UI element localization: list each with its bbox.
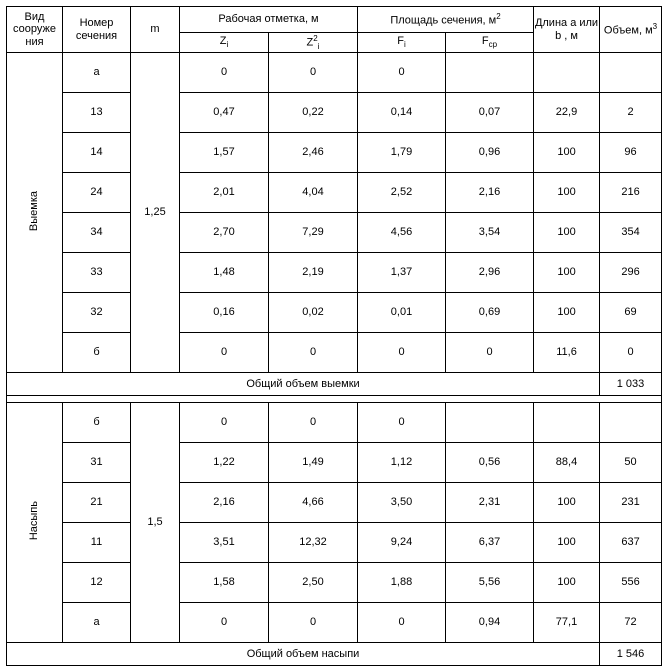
- cell-z2: 0: [269, 603, 358, 643]
- cell-fcp: 5,56: [446, 563, 534, 603]
- header-z-sub: i: [226, 40, 229, 50]
- cell-fcp: [446, 403, 534, 443]
- header-type: Вид сооруже ния: [7, 7, 63, 53]
- cell-length: 11,6: [534, 333, 600, 373]
- cell-length: [534, 53, 600, 93]
- cell-length: 100: [534, 483, 600, 523]
- total-label-embankment: Общий объем насыпи: [7, 643, 600, 666]
- cell-z: 0: [180, 53, 269, 93]
- table-row: [7, 53, 662, 93]
- cell-z2: 7,29: [269, 213, 358, 253]
- cell-volume: 296: [600, 253, 662, 293]
- cell-volume: 637: [600, 523, 662, 563]
- cell-length: 77,1: [534, 603, 600, 643]
- cell-f: 0,01: [358, 293, 446, 333]
- cell-f: 0,14: [358, 93, 446, 133]
- header-area: [358, 7, 534, 33]
- table-row: [7, 133, 662, 173]
- header-work-mark: Рабочая отметка, м: [180, 7, 358, 33]
- header-length: Длина а или b , м: [534, 7, 600, 53]
- cell-section: 11: [63, 523, 131, 563]
- cell-length: 100: [534, 253, 600, 293]
- header-area-sup: 2: [496, 11, 501, 21]
- cell-section: а: [63, 603, 131, 643]
- cell-section: 12: [63, 563, 131, 603]
- table-row: [7, 173, 662, 213]
- table-row: [7, 293, 662, 333]
- group-label-text: Насыпь: [28, 501, 41, 541]
- cell-length: 100: [534, 173, 600, 213]
- excavation-table: [6, 6, 662, 666]
- header-section-no: Номер сечения: [63, 7, 131, 53]
- table-row: [7, 253, 662, 293]
- cell-f: 0: [358, 603, 446, 643]
- total-label-excavation: Общий объем выемки: [7, 373, 600, 396]
- cell-section: 21: [63, 483, 131, 523]
- cell-fcp: 2,96: [446, 253, 534, 293]
- cell-z2: 2,46: [269, 133, 358, 173]
- header-z2-sup: 2: [313, 33, 318, 43]
- cell-z2: 1,49: [269, 443, 358, 483]
- cell-z2: 0,02: [269, 293, 358, 333]
- cell-z: 0: [180, 403, 269, 443]
- cell-volume: [600, 403, 662, 443]
- cell-fcp: 0,07: [446, 93, 534, 133]
- cell-z: 3,51: [180, 523, 269, 563]
- cell-section: 14: [63, 133, 131, 173]
- total-value-embankment: 1 546: [600, 643, 662, 666]
- header-volume-sup: 3: [652, 21, 658, 31]
- table-row: [7, 443, 662, 483]
- cell-section: 34: [63, 213, 131, 253]
- cell-length: 100: [534, 133, 600, 173]
- cell-f: 1,88: [358, 563, 446, 603]
- cell-volume: 69: [600, 293, 662, 333]
- cell-fcp: 0,96: [446, 133, 534, 173]
- cell-z2: 4,04: [269, 173, 358, 213]
- header-z: [180, 33, 269, 53]
- group-spacer-cell: [7, 396, 662, 403]
- cell-m-excavation: 1,25: [131, 53, 180, 373]
- cell-length: 100: [534, 563, 600, 603]
- table-row: [7, 93, 662, 133]
- header-z2-text: Z: [306, 36, 314, 49]
- table-row: [7, 523, 662, 563]
- header-f-sub: i: [403, 40, 406, 50]
- cell-z: 2,01: [180, 173, 269, 213]
- cell-z2: 0: [269, 333, 358, 373]
- table-row: [7, 213, 662, 253]
- cell-f: 2,52: [358, 173, 446, 213]
- cell-fcp: 2,16: [446, 173, 534, 213]
- table-row: [7, 403, 662, 443]
- cell-z2: 2,50: [269, 563, 358, 603]
- cell-f: 3,50: [358, 483, 446, 523]
- cell-length: 22,9: [534, 93, 600, 133]
- cell-fcp: 6,37: [446, 523, 534, 563]
- cell-z2: 2,19: [269, 253, 358, 293]
- group-spacer: [7, 396, 662, 403]
- cell-volume: 354: [600, 213, 662, 253]
- cell-length: 100: [534, 523, 600, 563]
- cell-volume: [600, 53, 662, 93]
- cell-f: 1,79: [358, 133, 446, 173]
- total-row-embankment: [7, 643, 662, 666]
- total-row-excavation: [7, 373, 662, 396]
- cell-fcp: 3,54: [446, 213, 534, 253]
- cell-m-embankment: 1,5: [131, 403, 180, 643]
- header-area-text: Площадь сечения, м: [390, 14, 497, 27]
- table-row: [7, 333, 662, 373]
- cell-volume: 0: [600, 333, 662, 373]
- group-label-excavation: [7, 53, 63, 373]
- cell-fcp: [446, 53, 534, 93]
- cell-z2: 12,32: [269, 523, 358, 563]
- cell-length: 100: [534, 293, 600, 333]
- cell-z: 2,16: [180, 483, 269, 523]
- cell-section: б: [63, 403, 131, 443]
- cell-fcp: 2,31: [446, 483, 534, 523]
- header-fcp-sub: ср: [488, 40, 498, 50]
- cell-volume: 556: [600, 563, 662, 603]
- cell-z: 1,58: [180, 563, 269, 603]
- cell-f: 1,12: [358, 443, 446, 483]
- table-row: [7, 483, 662, 523]
- cell-f: 0: [358, 403, 446, 443]
- cell-length: [534, 403, 600, 443]
- cell-section: а: [63, 53, 131, 93]
- cell-z2: 0,22: [269, 93, 358, 133]
- cell-length: 100: [534, 213, 600, 253]
- cell-volume: 216: [600, 173, 662, 213]
- cell-section: 31: [63, 443, 131, 483]
- header-volume: [600, 7, 662, 53]
- table-row: [7, 563, 662, 603]
- cell-z: 0: [180, 603, 269, 643]
- cell-z: 1,48: [180, 253, 269, 293]
- cell-fcp: 0,69: [446, 293, 534, 333]
- cell-section: 13: [63, 93, 131, 133]
- header-f: [358, 33, 446, 53]
- document-sheet: [0, 6, 667, 660]
- cell-z: 0: [180, 333, 269, 373]
- header-fcp-text: F: [481, 35, 489, 48]
- cell-section: б: [63, 333, 131, 373]
- cell-z: 2,70: [180, 213, 269, 253]
- cell-volume: 2: [600, 93, 662, 133]
- cell-f: 4,56: [358, 213, 446, 253]
- cell-f: 9,24: [358, 523, 446, 563]
- header-z2: [269, 33, 358, 53]
- cell-f: 0: [358, 53, 446, 93]
- cell-volume: 50: [600, 443, 662, 483]
- header-fcp: [446, 33, 534, 53]
- header-f-text: F: [397, 35, 404, 48]
- table-row: [7, 603, 662, 643]
- header-z2-sub: i: [317, 41, 320, 51]
- cell-z2: 4,66: [269, 483, 358, 523]
- header-volume-text: Объем, м: [603, 24, 653, 37]
- cell-fcp: 0,56: [446, 443, 534, 483]
- cell-fcp: 0,94: [446, 603, 534, 643]
- cell-z: 1,57: [180, 133, 269, 173]
- cell-volume: 96: [600, 133, 662, 173]
- cell-f: 1,37: [358, 253, 446, 293]
- cell-volume: 72: [600, 603, 662, 643]
- cell-z: 0,16: [180, 293, 269, 333]
- group-label-embankment: [7, 403, 63, 643]
- cell-z2: 0: [269, 403, 358, 443]
- cell-section: 24: [63, 173, 131, 213]
- cell-section: 33: [63, 253, 131, 293]
- header-m: m: [131, 7, 180, 53]
- cell-section: 32: [63, 293, 131, 333]
- table-body: [7, 53, 662, 666]
- cell-fcp: 0: [446, 333, 534, 373]
- group-label-text: Выемка: [28, 190, 41, 231]
- total-value-excavation: 1 033: [600, 373, 662, 396]
- cell-f: 0: [358, 333, 446, 373]
- cell-length: 88,4: [534, 443, 600, 483]
- cell-volume: 231: [600, 483, 662, 523]
- cell-z: 0,47: [180, 93, 269, 133]
- cell-z: 1,22: [180, 443, 269, 483]
- header-z-text: Z: [219, 35, 227, 48]
- cell-z2: 0: [269, 53, 358, 93]
- table-header: [7, 7, 662, 53]
